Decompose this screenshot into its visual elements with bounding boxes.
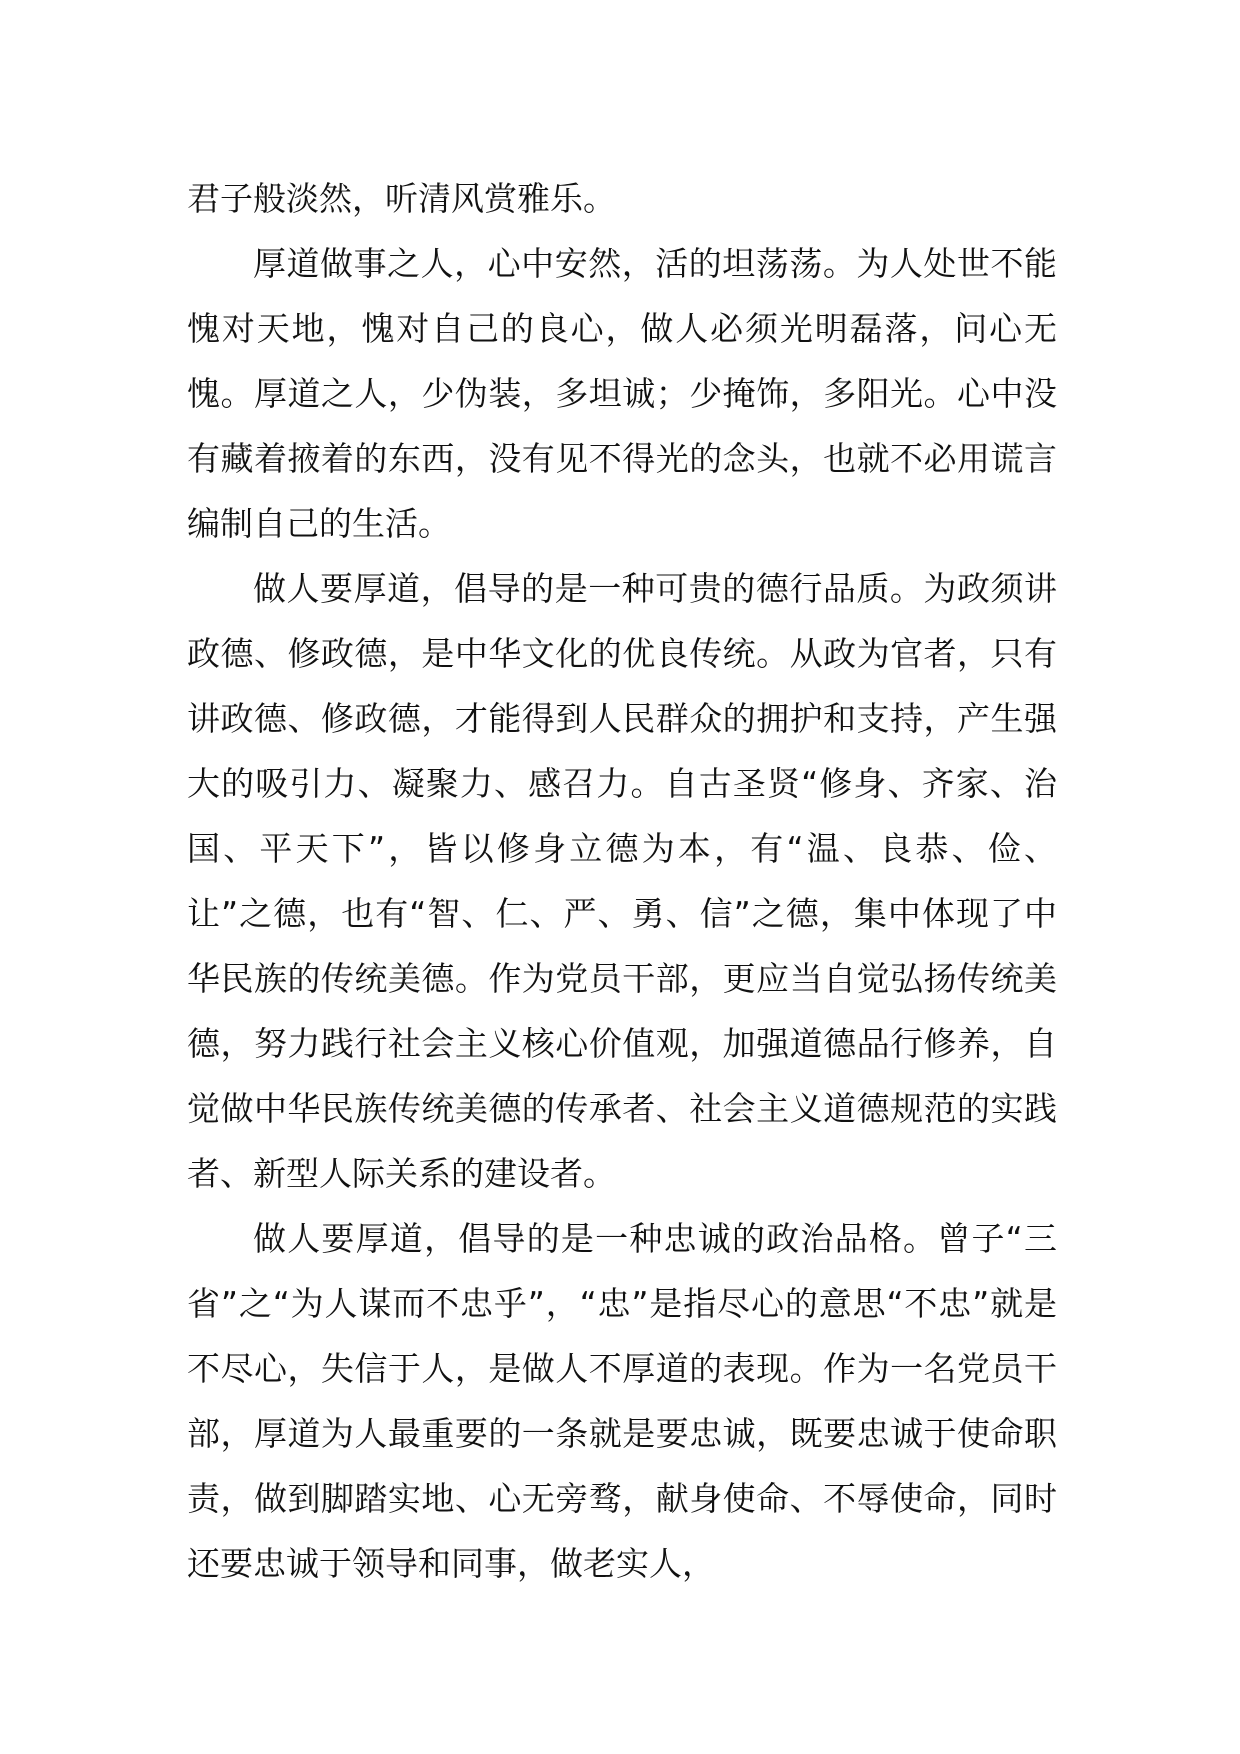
paragraph-continuation: 君子般淡然，听清风赏雅乐。	[187, 179, 616, 218]
paragraph-honest-conduct: 厚道做事之人，心中安然，活的坦荡荡。为人处世不能愧对天地，愧对自己的良心，做人必须光明磊落，问心无愧。厚道之人，少伪装，多坦诚；少掩饰，多阳光。心中没有藏着掖着的东西，没有见不得光的念头，也就不必用谎言编制自己的生活。	[187, 244, 1057, 543]
paragraph-virtue-quality: 做人要厚道，倡导的是一种可贵的德行品质。为政须讲政德、修政德，是中华文化的优良传统。从政为官者，只有讲政德、修政德，才能得到人民群众的拥护和支持，产生强大的吸引力、凝聚力、感召力。自古圣贤“修身、齐家、治国、平天下”，皆以修身立德为本，有“温、良恭、俭、让”之德，也有“智、仁、严、勇、信”之德，集中体现了中华民族的传统美德。作为党员干部，更应当自觉弘扬传统美德，努力践行社会主义核心价值观，加强道德品行修养，自觉做中华民族传统美德的传承者、社会主义道德规范的实践者、新型人际关系的建设者。	[187, 569, 1057, 1193]
paragraph-loyalty: 做人要厚道，倡导的是一种忠诚的政治品格。曾子“三省”之“为人谋而不忠乎”，“忠”是指尽心的意思“不忠”就是不尽心，失信于人，是做人不厚道的表现。作为一名党员干部，厚道为人最重要的一条就是要忠诚，既要忠诚于使命职责，做到脚踏实地、心无旁骛，献身使命、不辱使命，同时还要忠诚于领导和同事，做老实人，	[187, 1219, 1057, 1583]
body-text	[187, 166, 1057, 1596]
